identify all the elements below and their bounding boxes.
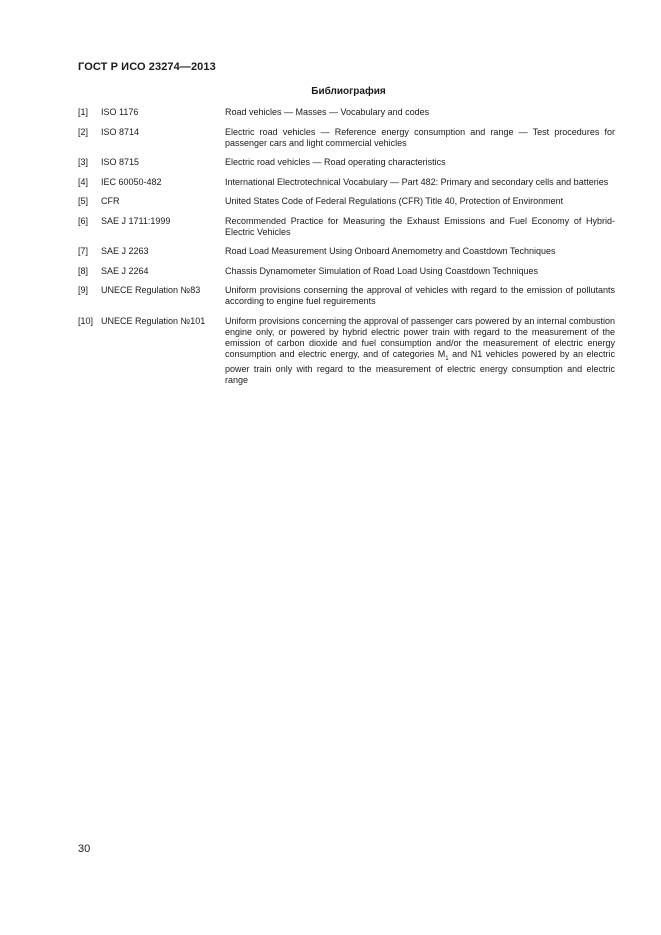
reference-number: [6] (78, 215, 89, 226)
reference-number: [3] (78, 157, 89, 167)
reference-description: International Electrotechnical Vocabulary — Part 482: Primary and secondary cells and batteries (225, 176, 609, 187)
reference-code: UNECE Regulation №101 (101, 315, 206, 326)
reference-entry (78, 216, 615, 238)
subscript: 1 (445, 355, 449, 362)
reference-entry (78, 157, 615, 168)
reference-code: ISO 1176 (101, 107, 139, 117)
reference-number: [7] (78, 246, 89, 256)
reference-code: UNECE Regulation №83 (101, 285, 201, 295)
reference-description: Electric road vehicles — Reference energy consumption and range — Test procedures for passenger cars and light commercial vehicles (225, 126, 615, 148)
reference-entry (78, 177, 615, 188)
reference-description: Recommended Practice for Measuring the Exhaust Emissions and Fuel Economy of Hybrid-Electric Vehicles (225, 215, 615, 237)
reference-code: SAE J 2263 (101, 246, 149, 256)
reference-number: [8] (78, 265, 89, 276)
reference-entry (78, 285, 615, 307)
reference-entry (78, 246, 615, 257)
reference-description: Road vehicles — Masses — Vocabulary and codes (225, 107, 430, 117)
reference-description: United States Code of Federal Regulations (CFR) Title 40, Protection of Environment (225, 196, 564, 206)
reference-description (225, 316, 615, 387)
reference-description: Uniform provisions conserning the approval of vehicles with regard to the emission of pollutants according to engine fuel reguirements (225, 285, 615, 306)
reference-number: [2] (78, 126, 89, 137)
reference-code: CFR (101, 196, 120, 206)
reference-number: [9] (78, 285, 89, 295)
reference-description-text: and N1 vehicles powered by an electric power train only with regard to the measurement of electric energy consumption and electric range (225, 348, 616, 386)
reference-entry (78, 196, 615, 207)
reference-code: SAE J 1711:1999 (101, 215, 171, 226)
reference-number: [10] (78, 315, 94, 326)
reference-description: Electric road vehicles — Road operating characteristics (225, 157, 446, 167)
reference-description: Chassis Dynamometer Simulation of Road Load Using Coastdown Techniques (225, 265, 539, 276)
reference-code: SAE J 2264 (101, 265, 149, 276)
reference-code: IEC 60050-482 (101, 176, 162, 187)
reference-code: ISO 8714 (101, 126, 140, 137)
document-header: ГОСТ Р ИСО 23274—2013 (78, 61, 216, 73)
reference-entry (78, 266, 615, 277)
reference-number: [1] (78, 107, 89, 117)
reference-description: Road Load Measurement Using Onboard Anemometry and Coastdown Techniques (225, 246, 556, 256)
reference-number: [5] (78, 196, 89, 206)
reference-entry (78, 107, 615, 118)
reference-description-text: Uniform provisions concerning the approval of passenger cars powered by an internal combustion engine only, or powered by hybrid electric power train with regard to the measurement of the emission of carbon dioxide and fuel consumption and/or the measurement of electric energy consumption and electric energy, and of categories M (225, 315, 615, 359)
bibliography-list (78, 107, 615, 395)
reference-entry (78, 316, 615, 387)
section-title: Библиография (311, 86, 386, 97)
reference-code: ISO 8715 (101, 157, 140, 167)
reference-entry (78, 127, 615, 149)
page-number: 30 (78, 843, 91, 855)
reference-number: [4] (78, 176, 89, 187)
